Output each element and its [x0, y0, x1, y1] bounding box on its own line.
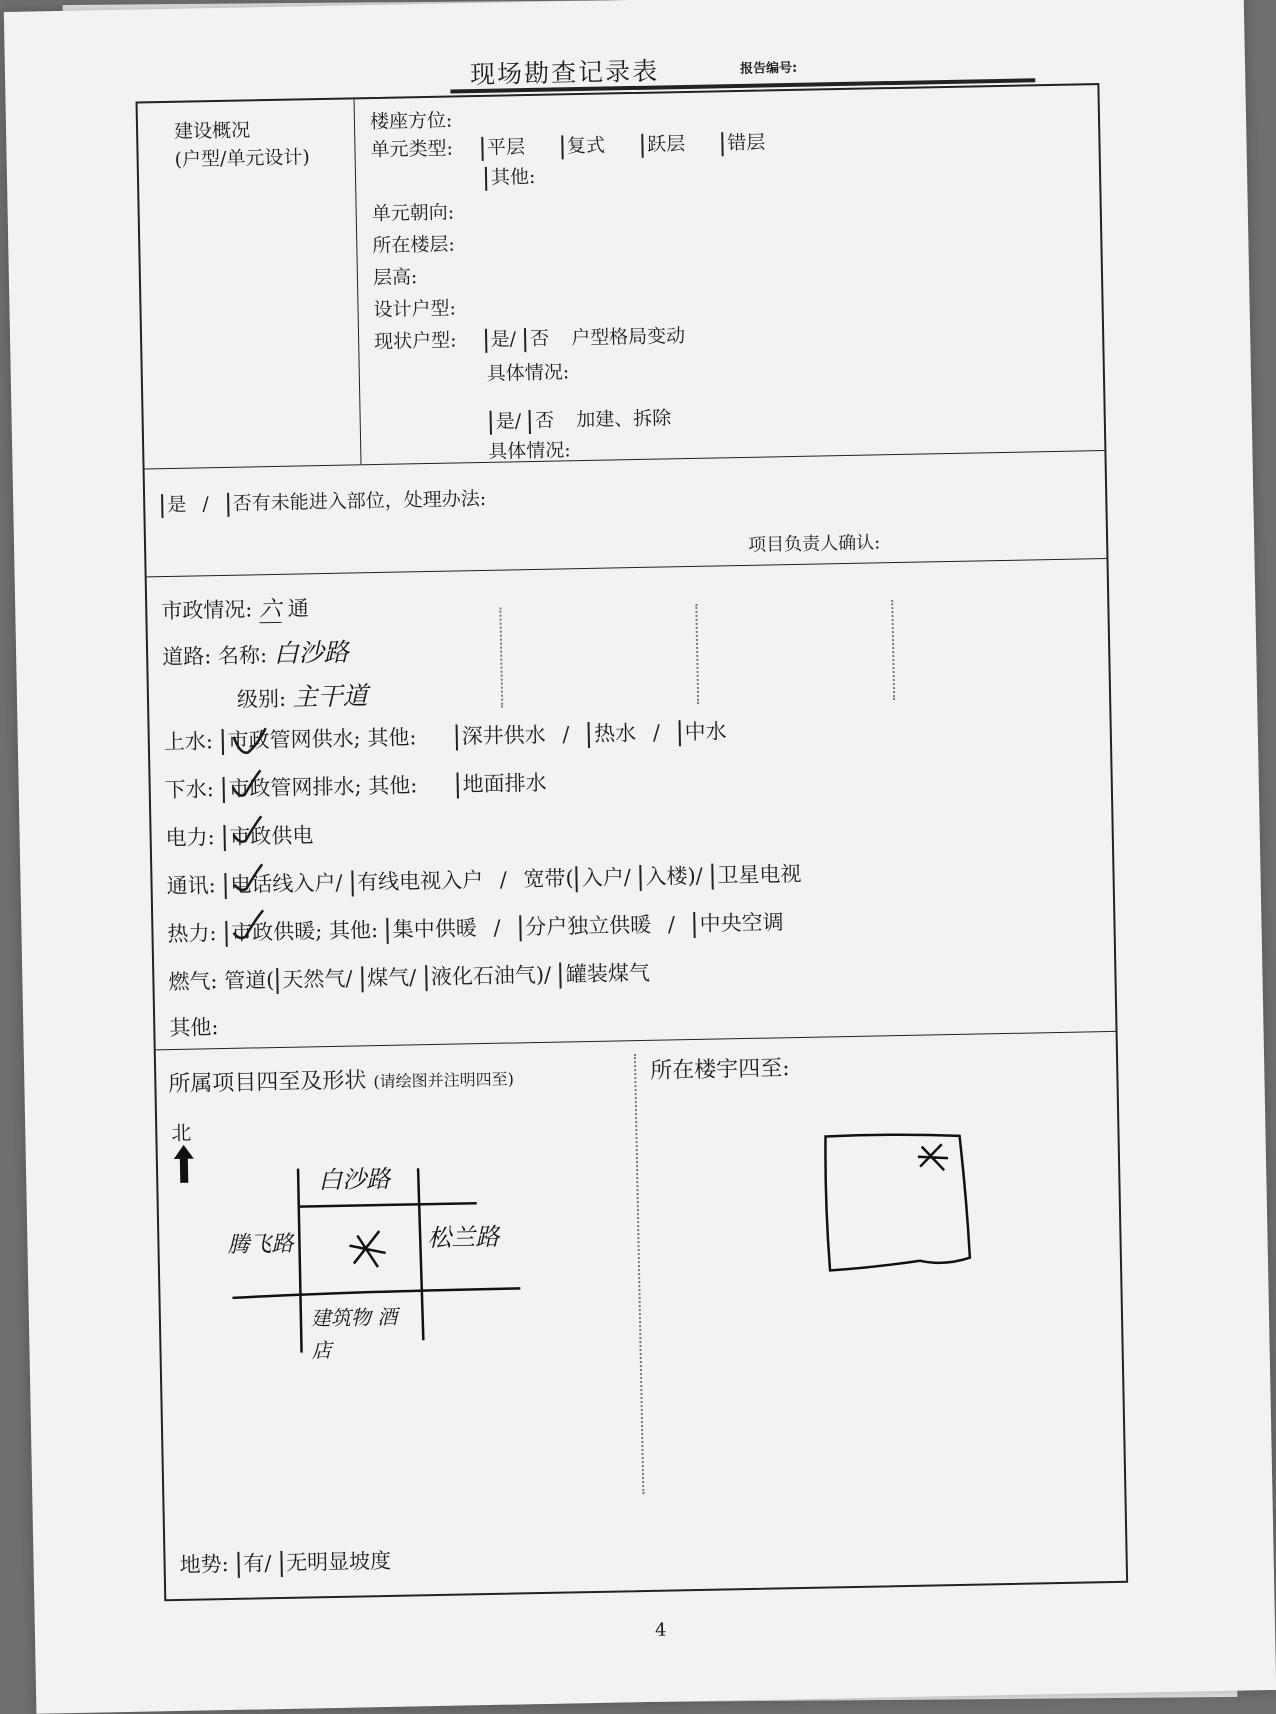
form-frame	[136, 83, 1129, 1601]
checkbox	[575, 866, 577, 892]
separator: /	[202, 493, 209, 515]
construction-sublabel: (户型/单元设计)	[174, 142, 310, 172]
gas-option: 煤气/	[367, 965, 417, 990]
road-level-handwritten: 主干道	[292, 681, 368, 711]
communication-row: 通讯: 电话线入户/ 有线电视入户 / 宽带( 入户/ 入楼)/ 卫星电视	[166, 858, 801, 900]
terrain-option: 有/	[243, 1551, 272, 1576]
dotted-divider	[634, 1054, 644, 1494]
unit-type-option: 其他:	[491, 166, 536, 189]
water-supply-option: 中水	[684, 719, 726, 744]
gas-option: 天然气/	[282, 967, 353, 992]
checkbox	[481, 137, 483, 161]
yes-option: 是	[167, 494, 186, 516]
inaccessible-row	[159, 484, 486, 517]
checkbox	[280, 1551, 282, 1577]
north-arrow-icon	[174, 1145, 195, 1185]
heat-option: 市政供暖;	[231, 919, 323, 945]
drainage-row	[164, 767, 546, 804]
checkbox	[678, 720, 680, 746]
checkbox	[588, 722, 590, 748]
checkbox-checked	[223, 825, 225, 851]
checkbox	[721, 132, 723, 156]
comm-option: 入楼)/	[645, 864, 703, 889]
gas-option: 罐装煤气	[566, 961, 650, 987]
yes-option: 是/	[496, 410, 522, 432]
inaccessible-text: 否有未能进入部位，处理办法:	[233, 488, 487, 515]
drainage-main: 市政管网排水;	[228, 774, 362, 801]
checkbox	[561, 135, 563, 159]
sketch-south-building: 建筑物 酒店	[311, 1301, 402, 1367]
building-position-label: 楼座方位:	[370, 105, 453, 134]
project-bounds-label: 所属项目四至及形状	[168, 1068, 366, 1097]
comm-option: 卫星电视	[717, 862, 801, 888]
dotted-divider	[499, 608, 503, 708]
heat-option: 分户独立供暖	[525, 913, 651, 939]
water-supply-option: 热水	[594, 721, 636, 746]
municipal-count-suffix: 通	[288, 596, 309, 620]
terrain-option: 无明显坡度	[286, 1549, 391, 1575]
checkbox	[227, 493, 229, 517]
confirm-label: 项目负责人确认:	[748, 532, 880, 556]
other-label: 其他:	[368, 773, 418, 798]
current-layout-label: 现状户型:	[374, 329, 457, 353]
checkbox	[425, 965, 427, 991]
municipal-count: 六	[259, 597, 282, 623]
checkbox	[456, 772, 458, 798]
municipal-section	[147, 558, 1116, 1050]
dotted-divider	[891, 600, 895, 700]
page-number: 4	[655, 1620, 667, 1641]
other-utilities-label: 其他:	[169, 1011, 219, 1042]
checkbox	[693, 912, 695, 938]
checkbox	[456, 724, 458, 750]
floor-height-label: 层高:	[373, 262, 418, 290]
construction-section	[138, 85, 1105, 469]
building-bounds-label: 所在楼宇四至:	[650, 1051, 790, 1085]
terrain-label: 地势:	[179, 1552, 229, 1577]
municipal-label: 市政情况:	[161, 597, 253, 623]
checkbox	[351, 871, 353, 897]
unit-type-other	[483, 162, 536, 190]
checkbox	[641, 134, 643, 158]
dotted-divider	[695, 604, 699, 704]
yes-option: 是/	[490, 328, 516, 350]
checkbox	[490, 411, 492, 435]
comm-option: 宽带(	[523, 866, 574, 891]
gas-option: 液化石油气)/	[431, 963, 552, 989]
checkbox	[639, 865, 641, 891]
checkbox	[161, 494, 163, 518]
power-label: 电力:	[165, 825, 215, 850]
inaccessible-section	[145, 450, 1107, 577]
heating-row: 热力: 市政供暖; 其他: 集中供暖 / 分户独立供暖 / 中央空调	[167, 906, 784, 948]
gas-option: 管道(	[224, 968, 275, 993]
checkbox	[529, 410, 531, 434]
road-level-row	[237, 676, 368, 715]
report-number-label: 报告编号:	[740, 57, 798, 77]
checkbox	[387, 918, 389, 944]
column-divider	[354, 99, 362, 464]
drainage-option: 地面排水	[462, 771, 546, 797]
checkbox	[484, 329, 486, 353]
gas-label: 燃气:	[168, 969, 218, 994]
checkbox	[524, 328, 526, 352]
layout-detail-label: 具体情况:	[487, 357, 570, 386]
heat-option: 中央空调	[699, 910, 783, 936]
project-bounds-row	[168, 1060, 514, 1098]
sketch-west-road: 腾飞路	[227, 1227, 294, 1259]
sketch-north-road: 白沙路	[318, 1159, 391, 1195]
road-label: 道路:	[162, 644, 212, 669]
checkbox	[519, 915, 521, 941]
road-name-row	[162, 633, 349, 673]
checkbox	[485, 167, 487, 191]
unit-orientation-label: 单元朝向:	[371, 197, 454, 226]
unit-type-option: 复式	[567, 135, 605, 158]
checkbox	[560, 963, 562, 989]
design-layout-label: 设计户型:	[373, 293, 456, 322]
checkbox-checked	[225, 921, 227, 947]
other-label: 其他:	[367, 725, 417, 750]
unit-type-label: 单元类型:	[370, 137, 453, 161]
form-title: 现场勘查记录表	[470, 51, 660, 91]
checkbox-checked	[224, 873, 226, 899]
unit-type-option: 跃层	[647, 133, 685, 156]
project-bounds-note: (请绘图并注明四至)	[373, 1069, 514, 1091]
water-supply-row: 上水: 市政管网供水; 其他: 深井供水 / 热水 / 中水	[164, 715, 727, 756]
water-supply-label: 上水:	[164, 729, 214, 754]
unit-type-option: 错层	[727, 131, 765, 154]
north-label: 北	[171, 1117, 192, 1146]
addition-detail-label: 具体情况:	[488, 435, 571, 464]
checkbox	[361, 966, 363, 992]
comm-option: 入户/	[581, 865, 631, 890]
heat-option: 集中供暖	[393, 916, 477, 942]
addition-text: 加建、拆除	[576, 407, 671, 431]
unit-type-option: 平层	[487, 136, 525, 159]
comm-option: 电话线入户	[230, 871, 335, 897]
sketch-east-road: 松兰路	[427, 1217, 500, 1253]
road-name-handwritten: 白沙路	[273, 638, 349, 668]
water-supply-main: 市政管网供水;	[227, 726, 361, 753]
other-label: 其他:	[329, 918, 379, 943]
checkbox-checked	[221, 729, 223, 755]
municipal-row	[161, 591, 309, 625]
layout-change-text: 户型格局变动	[571, 325, 685, 349]
building-sketch	[821, 1129, 984, 1282]
handwritten-checkmarks	[226, 724, 291, 985]
road-name-label: 名称:	[218, 643, 268, 668]
checkbox	[237, 1552, 239, 1578]
current-layout-row	[374, 321, 686, 354]
survey-form-page	[4, 0, 1276, 1714]
power-main: 市政供电	[229, 823, 313, 849]
drainage-label: 下水:	[165, 777, 215, 802]
surroundings-section	[156, 1031, 1125, 1519]
no-option: 否	[530, 328, 549, 350]
construction-label: 建设概况	[174, 115, 251, 143]
addition-row	[487, 403, 671, 434]
heating-label: 热力:	[167, 921, 217, 946]
checkbox	[711, 864, 713, 890]
comm-option: 有线电视入户	[357, 868, 483, 894]
water-supply-option: 深井供水	[462, 723, 546, 749]
communication-label: 通讯:	[166, 873, 216, 898]
project-lead-confirm	[748, 528, 881, 557]
floor-label: 所在楼层:	[372, 229, 455, 258]
road-level-label: 级别:	[237, 687, 287, 712]
checkbox-checked	[222, 777, 224, 803]
terrain-row	[179, 1545, 391, 1579]
no-option: 否	[535, 410, 554, 432]
